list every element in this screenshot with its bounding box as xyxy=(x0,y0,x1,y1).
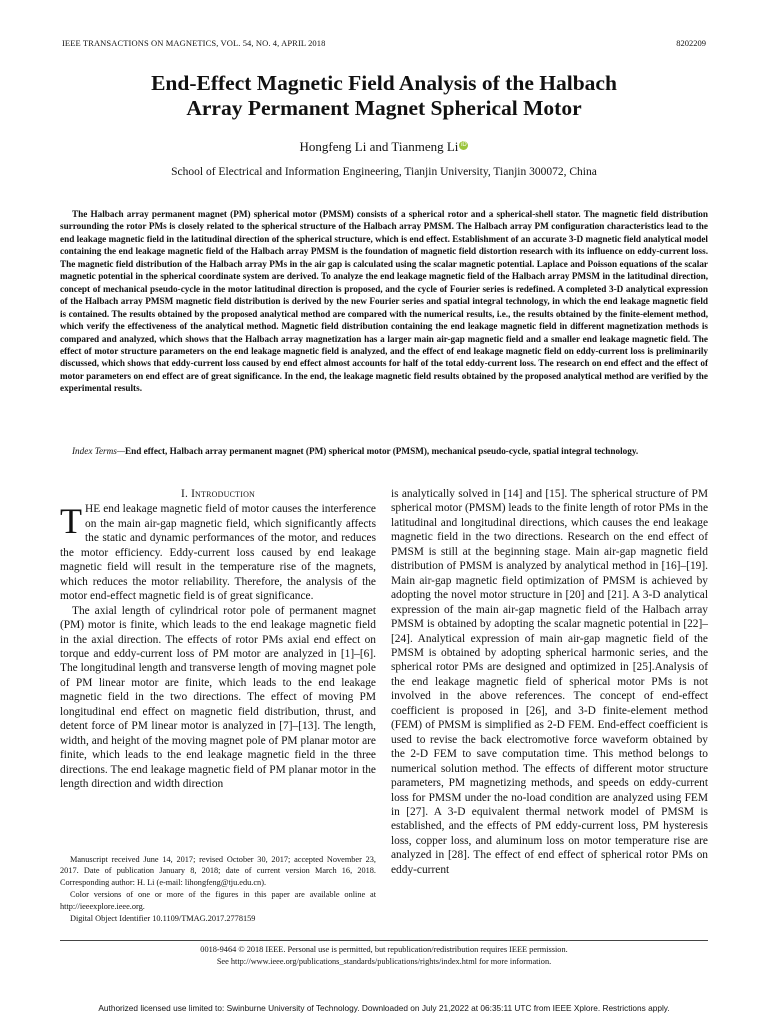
footnote-doi: Digital Object Identifier 10.1109/TMAG.2017.2778159 xyxy=(70,914,256,924)
abstract: The Halbach array permanent magnet (PM) spherical motor (PMSM) consists of a spherical rotor and a spherical-shell stator. The magnetic field distribution surrounding the rotor PMs is closely related to the spherical structure of the Halbach array PMSM. The Halbach array PM configuration characteristics lead to the end leakage magnetic field in the latitudinal direction of the spherical structure, which is end effect. Establishment of an accurate 3-D magnetic field analytical model containing the end leakage magnetic field of the Halbach array PMSM is the foundation of magnetic field distortion research with its influence on eddy-current loss. The magnetic field distribution of the Halbach array PMs in the air gap is calculated using the scalar magnetic potential. Laplace and Poisson equations of the scalar magnetic potential in the spherical coordinate system are derived. To analyze the end leakage magnetic field of the Halbach array PMSM in the latitudinal direction, concept of mechanical pseudo-cycle in the motor latitudinal direction is proposed, and the cycle of Fourier series is redefined. A completed 3-D analytical expression of the Halbach array PMSM magnetic field distribution is derived by the new Fourier series and spatial integral technology, in which the end leakage magnetic field is contained. The results obtained by the proposed analytical method are compared with the numerical results, i.e., the results obtained by the finite-element method, which verify the effectiveness of the analytical method. Magnetic field distribution containing the end leakage magnetic field in different magnetization methods is compared and analyzed, which shows that the Halbach array magnetization has a larger main air-gap magnetic field and a smaller end leakage magnetic field. The effect of motor structure parameters on the end leakage magnetic field is analyzed, and the effect of end leakage magnetic field on eddy-current loss is preliminarily discussed, which shows that eddy-current loss caused by end effect almost accounts for half of the total eddy-current loss. The research on end effect and the effect of motor parameters on end effect are of great significance. In the end, the leakage magnetic field results obtained by the proposed analytical method are verified by the experimental results. xyxy=(60,209,708,394)
intro-paragraph-2: The axial length of cylindrical rotor pole of permanent magnet (PM) motor is finite, which leads to the end leakage magnetic field in the axial direction. The effects of rotor PMs axial end effect on torque and eddy-current loss of PM motor are analyzed in [1]–[6]. The longitudinal length and transverse length of moving magnet pole of PM linear motor are finite, which leads to the end leakage magnetic field in the two directions. The effect of moving PM longitudinal end effect on magnetic field distribution, thrust, and detent force of PM linear motor is analyzed in [7]–[13]. The length, width, and height of the moving magnet pole of PM planar motor are finite, which leads to the end leakage magnetic field in the three directions. The end leakage magnetic field of PM planar motor in the length direction and width direction xyxy=(60,604,376,791)
copyright-notice xyxy=(60,944,708,967)
author-list xyxy=(60,139,708,155)
section-heading xyxy=(60,487,376,501)
title-line-2: Array Permanent Magnet Spherical Motor xyxy=(186,96,582,120)
index-terms-text: End effect, Halbach array permanent magnet (PM) spherical motor (PMSM), mechanical pseudo-cycle, spatial integral technology. xyxy=(125,446,639,456)
index-terms xyxy=(60,445,708,457)
paragraph-1-text: HE end leakage magnetic field of motor causes the interference on the main air-gap magnetic field, which significantly affects the static and dynamic performances of the motor, and reduces the motor efficiency. Eddy-current loss caused by end leakage magnetic field will result in the temperature rise of the magnets, which reduces the motor reliability. Therefore, the analysis of the motor end-effect magnetic field is of great significance. xyxy=(60,503,376,603)
copyright-line-2: See http://www.ieee.org/publications_standards/publications/rights/index.html for more information. xyxy=(216,956,552,966)
section-title: Introduction xyxy=(191,488,256,500)
orcid-icon[interactable]: iD xyxy=(461,142,467,148)
affiliation: School of Electrical and Information Engineering, Tianjin University, Tianjin 300072, China xyxy=(171,166,597,178)
section-numeral: I. xyxy=(180,488,188,500)
drop-cap: T xyxy=(60,501,82,542)
intro-paragraph-1 xyxy=(60,502,376,603)
download-notice: Authorized licensed use limited to: Swinburne University of Technology. Downloaded on July 21,2022 at 06:35:11 UTC from IEEE Xplore. Restrictions apply. xyxy=(98,1003,670,1013)
article-number: 8202209 xyxy=(676,38,706,48)
footnote-manuscript: Manuscript received June 14, 2017; revised October 30, 2017; accepted November 23, 2017. Date of publication January 8, 2018; date of current version March 16, 2018. Corresponding author: H. Li (e-mail: lihongfeng@tju.edu.cn). xyxy=(60,855,376,887)
title-line-1: End-Effect Magnetic Field Analysis of the Halbach xyxy=(151,71,617,95)
footnote-color: Color versions of one or more of the figures in this paper are available online at http://ieeexplore.ieee.org. xyxy=(60,890,376,911)
footer-divider xyxy=(60,940,708,941)
index-terms-label: Index Terms— xyxy=(72,446,125,456)
intro-paragraph-2-continued: is analytically solved in [14] and [15]. The spherical structure of PM spherical motor (PMSM) leads to the finite length of rotor PMs in the latitudinal and longitudinal directions, which causes the end leakage magnetic field in the two directions. Research on the end effect of PMSM is still at the beginning stage. Main air-gap magnetic field distribution of PMSM is analyzed by analytical method in [16]–[19]. Main air-gap magnetic field optimization of PMSM is achieved by adopting the novel motor structure in [20] and [21]. A 3-D analytical expression of the main air-gap magnetic field of the Halbach array PMSM is obtained by adopting the scalar magnetic potential in [22]–[24]. Analytical expression of main air-gap magnetic field of the PMSM is obtained by adopting spherical harmonic series, and the spherical rotor PMs are designed and optimized in [25].Analysis of the end leakage magnetic field of spherical motor PMs is not involved in the above references. The concept of end-effect coefficient is proposed in [26], and 3-D finite-element method (FEM) of PMSM is simplified as 2-D FEM. End-effect coefficient is used to revise the back electromotive force waveform obtained by the 2-D FEM to save computation time. This method belongs to numerical solution method. The effects of different motor structure parameters, PM magnetizing methods, and speeds on eddy-current loss for PMSM under the no-load condition are analyzed using FEM in [27]. A 3-D equivalent thermal network model of PMSM is established, and the effects of PM eddy-current loss, PM hysteresis loss, copper loss, and aluminum loss on motor temperature rise are analyzed in [28]. The effect of end effect of spherical rotor PMs on eddy-current xyxy=(391,488,708,876)
copyright-line-1: 0018-9464 © 2018 IEEE. Personal use is permitted, but republication/redistribution requires IEEE permission. xyxy=(200,945,568,954)
right-column xyxy=(391,487,708,877)
left-column xyxy=(60,487,376,792)
paper-title xyxy=(60,71,708,121)
running-header: IEEE TRANSACTIONS ON MAGNETICS, VOL. 54, NO. 4, APRIL 2018 xyxy=(62,38,326,48)
author-names: Hongfeng Li and Tianmeng Li xyxy=(299,139,459,154)
footnotes xyxy=(60,854,376,925)
